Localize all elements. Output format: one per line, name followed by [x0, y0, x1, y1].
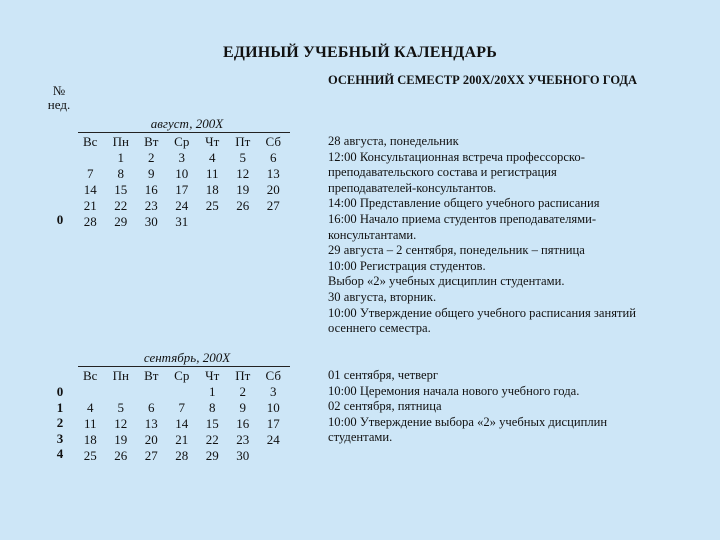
calendar-day: 14	[175, 416, 189, 431]
event-line: 01 сентября, четверг	[328, 368, 439, 382]
calendar-day: 15	[205, 416, 219, 431]
calendar-divider	[78, 132, 290, 133]
event-line: 14:00 Представление общего учебного расписания	[328, 196, 600, 211]
event-line: 10:00 Утверждение общего учебного расписания занятий	[328, 305, 636, 320]
calendar-day	[258, 448, 289, 464]
calendar-day: 24	[266, 432, 280, 447]
page-title: ЕДИНЫЙ УЧЕБНЫЙ КАЛЕНДАРЬ	[223, 44, 497, 61]
calendar-day: 17	[175, 182, 189, 197]
calendar-day: 20	[266, 182, 280, 197]
calendar-day: 30	[236, 448, 250, 463]
calendar-day: 6	[270, 150, 277, 165]
weekday-label: Чт	[205, 368, 220, 383]
calendar-day: 10	[175, 166, 189, 181]
calendar-day: 7	[87, 166, 94, 181]
event-line: 16:00 Начало приема студентов преподавателями-	[328, 211, 597, 226]
calendar-week-row	[75, 384, 289, 400]
calendar-day: 4	[87, 400, 94, 415]
calendar-day: 8	[209, 400, 216, 415]
calendar-week-row	[75, 198, 289, 214]
calendar-day: 3	[178, 150, 185, 165]
event-line: осеннего семестра.	[328, 321, 431, 336]
semester-title: ОСЕННИЙ СЕМЕСТР 200Х/20ХХ УЧЕБНОГО ГОДА	[328, 73, 638, 87]
calendar-week-row	[75, 416, 289, 432]
weekday-label: Ср	[174, 134, 190, 149]
weekday-label: Вт	[144, 134, 159, 149]
weekday-label: Вс	[83, 368, 98, 383]
event-line: консультантами.	[328, 227, 417, 242]
calendar-day: 12	[236, 166, 250, 181]
calendar-day	[228, 214, 259, 230]
calendar-day: 8	[117, 166, 124, 181]
calendar-week-row	[75, 150, 289, 166]
calendar-day	[75, 384, 106, 400]
calendar-day: 5	[117, 400, 124, 415]
weekday-label: Вс	[83, 134, 98, 149]
calendar-week-row	[75, 432, 289, 448]
calendar-day	[75, 150, 106, 166]
calendar-day: 3	[270, 384, 277, 399]
calendar-day	[197, 214, 228, 230]
event-line: 28 августа, понедельник	[328, 134, 459, 148]
calendar-day: 16	[144, 182, 158, 197]
week-number: 3	[56, 430, 64, 446]
event-line: 10:00 Утверждение выбора «2» учебных дисциплин	[328, 414, 608, 429]
calendar-day: 22	[205, 432, 219, 447]
calendar-week-row	[75, 182, 289, 198]
calendar-day: 19	[236, 182, 250, 197]
week-number	[50, 181, 70, 197]
calendar-day: 1	[209, 384, 216, 399]
calendar-day: 11	[205, 166, 219, 181]
week-numbers-september	[50, 384, 70, 462]
calendar-day: 15	[114, 182, 128, 197]
calendar-day: 31	[175, 214, 189, 229]
week-number	[50, 197, 70, 213]
weekday-label: Вт	[144, 368, 159, 383]
calendar-day: 27	[144, 448, 158, 463]
weekday-label: Пт	[235, 368, 251, 383]
week-numbers-august	[50, 150, 70, 228]
calendar-day: 23	[144, 198, 158, 213]
calendar-august	[75, 134, 289, 230]
month-title-august: август, 200Х	[150, 116, 224, 131]
calendar-day: 10	[266, 400, 280, 415]
weekday-header-row	[75, 368, 289, 384]
calendar-day: 2	[148, 150, 155, 165]
weekday-label: Чт	[205, 134, 220, 149]
calendar-day: 6	[148, 400, 155, 415]
calendar-day: 29	[114, 214, 128, 229]
calendar-week-row	[75, 400, 289, 416]
calendar-week-row	[75, 214, 289, 230]
calendar-day: 7	[178, 400, 185, 415]
calendar-day: 11	[83, 416, 97, 431]
weekday-label: Пт	[235, 134, 251, 149]
calendar-day: 19	[114, 432, 128, 447]
calendar-day: 22	[114, 198, 128, 213]
event-line: преподавателей-консультантов.	[328, 180, 497, 195]
calendar-day: 20	[144, 432, 158, 447]
calendar-day: 25	[205, 198, 219, 213]
event-line: студентами.	[328, 430, 393, 445]
calendar-day: 27	[266, 198, 280, 213]
week-number-header	[42, 84, 76, 112]
calendar-week-row	[75, 166, 289, 182]
calendar-day: 29	[205, 448, 219, 463]
week-number: 2	[56, 415, 64, 431]
calendar-day	[258, 214, 289, 230]
week-number-abbrev: нед.	[47, 97, 71, 112]
calendar-day: 24	[175, 198, 189, 213]
week-number	[50, 150, 70, 166]
calendar-day: 28	[175, 448, 189, 463]
week-number	[50, 166, 70, 182]
calendar-day: 28	[83, 214, 97, 229]
week-number: 0	[56, 384, 64, 399]
calendar-day: 21	[83, 198, 97, 213]
calendar-day: 17	[266, 416, 280, 431]
event-line: Выбор «2» учебных дисциплин студентами.	[328, 274, 565, 289]
calendar-day	[106, 384, 137, 400]
calendar-day: 30	[144, 214, 158, 229]
calendar-day: 9	[148, 166, 155, 181]
weekday-label: Сб	[265, 368, 281, 383]
calendar-day: 4	[209, 150, 216, 165]
calendar-day	[136, 384, 167, 400]
week-number: 0	[56, 212, 64, 228]
calendar-day: 18	[205, 182, 219, 197]
calendar-day: 26	[114, 448, 128, 463]
calendar-day: 5	[239, 150, 246, 165]
calendar-day: 13	[144, 416, 158, 431]
calendar-september	[75, 368, 289, 464]
weekday-label: Пн	[112, 368, 129, 383]
calendar-day: 9	[239, 400, 246, 415]
calendar-divider	[78, 366, 290, 367]
events-september	[328, 368, 673, 446]
weekday-label: Пн	[112, 134, 129, 149]
month-title-september: сентябрь, 200Х	[143, 350, 231, 365]
event-line: 30 августа, вторник.	[328, 289, 437, 304]
weekday-label: Ср	[174, 368, 190, 383]
calendar-day	[167, 384, 198, 400]
week-number: 4	[56, 446, 64, 462]
week-number-symbol: №	[52, 83, 66, 98]
weekday-header-row	[75, 134, 289, 150]
calendar-day: 12	[114, 416, 128, 431]
calendar-day: 26	[236, 198, 250, 213]
calendar-day: 13	[266, 166, 280, 181]
calendar-day: 25	[83, 448, 97, 463]
calendar-day: 16	[236, 416, 250, 431]
event-line: 29 августа – 2 сентября, понедельник – пятница	[328, 243, 585, 258]
event-line: 12:00 Консультационная встреча профессорско-	[328, 149, 585, 164]
events-august	[328, 134, 673, 337]
event-line: 10:00 Регистрация студентов.	[328, 258, 486, 273]
event-line: 02 сентября, пятница	[328, 399, 442, 414]
calendar-day: 14	[83, 182, 97, 197]
calendar-day: 2	[239, 384, 246, 399]
weekday-label: Сб	[265, 134, 281, 149]
calendar-week-row	[75, 448, 289, 464]
event-line: 10:00 Церемония начала нового учебного года.	[328, 383, 580, 398]
calendar-day: 18	[83, 432, 97, 447]
event-line: преподавательского состава и регистрация	[328, 165, 557, 180]
calendar-day: 23	[236, 432, 250, 447]
calendar-day: 1	[117, 150, 124, 165]
calendar-day: 21	[175, 432, 189, 447]
week-number: 1	[56, 399, 64, 415]
